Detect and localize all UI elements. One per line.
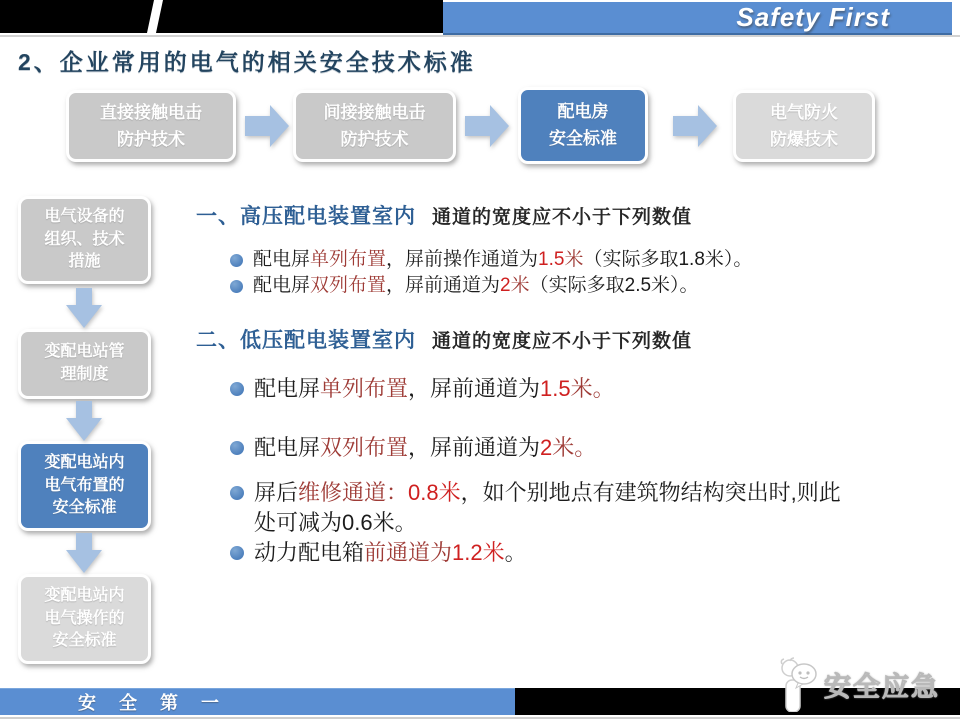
text-segment: 米	[510, 275, 530, 296]
right-arrow-icon	[673, 100, 717, 152]
bullet-line	[254, 538, 944, 568]
down-arrow-icon	[62, 533, 106, 573]
bullet-line	[254, 478, 944, 508]
brand-text: Safety First	[736, 2, 890, 32]
section-title: 一、高压配电装置室内	[196, 205, 416, 228]
text-segment: 米。	[552, 435, 597, 460]
bullet-line	[254, 508, 944, 538]
sidebar-box-line: 组织、技术	[44, 230, 125, 248]
bullet-dot-icon	[230, 382, 244, 396]
down-arrow-icon	[62, 401, 106, 441]
text-segment: 双列布置	[320, 435, 409, 460]
text-segment: ，屏前通道为	[408, 435, 541, 460]
right-arrow-icon	[245, 100, 289, 152]
flow-arrow-3	[673, 100, 717, 157]
footer-blue-bar	[0, 688, 515, 715]
bullet-line	[254, 374, 944, 404]
sidebar-box-2	[18, 329, 151, 399]
sidebar-box-line: 电气布置的	[44, 476, 125, 494]
top-flow-box-1	[66, 90, 236, 162]
flow-box-line: 防爆技术	[770, 129, 838, 149]
text-segment: 1.5	[538, 249, 565, 270]
text-segment: 0.8米	[408, 480, 461, 505]
sidebar-box-line: 理制度	[60, 366, 109, 383]
bullet-text	[254, 538, 944, 568]
watermark	[778, 656, 940, 712]
bullet-dot-icon	[230, 254, 243, 267]
bullet-text	[254, 374, 944, 404]
text-segment: 处可减为0.6米。	[254, 510, 417, 535]
flow-box-line: 配电房	[557, 102, 609, 122]
text-segment: 前通道为	[364, 540, 453, 565]
flow-arrow-1	[245, 100, 289, 157]
flow-box-line: 安全标准	[549, 129, 617, 148]
right-arrow-icon	[465, 100, 509, 152]
text-segment: 维修通道：	[298, 480, 409, 505]
text-segment: 单列布置	[310, 249, 387, 270]
bullet-dot-icon	[230, 441, 244, 455]
sidebar-arrow-3	[62, 533, 106, 578]
footer-slogan: 安 全 第 一	[78, 693, 229, 713]
text-segment: 配电屏	[253, 275, 311, 296]
sidebar-box-1	[18, 196, 151, 284]
main-content	[196, 200, 944, 568]
text-segment: 米	[564, 249, 584, 270]
flow-box-line: 间接接触电击	[323, 102, 426, 122]
header-divider	[0, 35, 960, 37]
flow-box-line: 防护技术	[117, 129, 185, 149]
footer-bottom-line	[0, 717, 960, 719]
text-segment: ，屏前通道为	[408, 376, 541, 401]
sidebar-box-line: 措施	[68, 253, 101, 271]
bullet-item	[230, 273, 944, 299]
sidebar-box-line: 安全标准	[52, 632, 117, 650]
sidebar-box-line: 电气操作的	[44, 609, 125, 627]
text-segment: 。	[504, 540, 527, 565]
bullet-item	[230, 478, 944, 538]
top-flow-box-4	[733, 90, 875, 162]
bullet-text	[254, 424, 944, 472]
bullet-line	[253, 247, 944, 273]
bullet-dot-icon	[230, 486, 244, 500]
bullet-item	[230, 538, 944, 568]
bullet-text	[253, 247, 944, 273]
text-segment: 单列布置	[320, 376, 409, 401]
bullet-dot-icon	[230, 546, 244, 560]
text-segment: 配电屏	[254, 435, 321, 460]
text-segment: 2	[500, 275, 511, 296]
sidebar-box-4	[18, 574, 151, 664]
sidebar-box-line: 变配电站内	[44, 586, 125, 604]
sidebar-box-3	[18, 441, 151, 531]
sidebar-box-line: 变配电站内	[44, 453, 125, 471]
text-segment: 动力配电箱	[254, 540, 365, 565]
text-segment: 1.5	[540, 376, 571, 401]
top-flow-box-2	[293, 90, 456, 162]
text-segment: 1.2米	[452, 540, 505, 565]
section-subtitle: 通道的宽度应不小于下列数值	[432, 207, 693, 228]
text-segment: 双列布置	[310, 275, 387, 296]
header-blue-bar	[443, 2, 952, 35]
section-subtitle: 通道的宽度应不小于下列数值	[432, 331, 693, 352]
text-segment: （实际多取2.5米）。	[529, 275, 699, 296]
account-mascot-icon	[778, 656, 818, 712]
text-segment: 配电屏	[254, 376, 321, 401]
bullet-text	[253, 273, 944, 299]
sidebar-arrow-2	[62, 401, 106, 446]
page-title: 2、企业常用的电气的相关安全技术标准	[18, 49, 476, 75]
sidebar-box-line: 变配电站管	[44, 343, 125, 361]
watermark-text: 安全应急	[824, 671, 940, 702]
bullet-item	[230, 424, 944, 472]
down-arrow-icon	[62, 288, 106, 328]
sidebar-box-line: 安全标准	[52, 499, 117, 517]
bullet-line	[254, 424, 944, 472]
section-heading	[196, 324, 944, 354]
text-segment: （实际多取1.8米）。	[583, 249, 753, 270]
flow-box-line: 直接接触电击	[100, 102, 202, 122]
flow-box-line: 电气防火	[770, 102, 838, 122]
bullet-text	[254, 478, 944, 538]
bullet-dot-icon	[230, 280, 243, 293]
bullet-item	[230, 247, 944, 273]
section-title: 二、低压配电装置室内	[196, 329, 416, 352]
text-segment: ，如个别地点有建筑物结构突出时,则此	[460, 480, 841, 505]
text-segment: ，屏前通道为	[386, 275, 501, 296]
text-segment: 配电屏	[253, 249, 311, 270]
bullet-line	[253, 273, 944, 299]
sidebar-box-line: 电气设备的	[44, 207, 125, 225]
section-1	[196, 200, 944, 299]
top-flow-box-3	[518, 87, 648, 164]
section-2	[196, 324, 944, 568]
bullet-item	[230, 374, 944, 404]
flow-arrow-2	[465, 100, 509, 157]
text-segment: 米。	[570, 376, 615, 401]
text-segment: 2	[540, 435, 553, 460]
header-black-bar	[0, 0, 443, 33]
text-segment: 屏后	[254, 480, 299, 505]
section-heading	[196, 200, 944, 230]
sidebar-arrow-1	[62, 288, 106, 333]
flow-box-line: 防护技术	[340, 129, 409, 149]
text-segment: ，屏前操作通道为	[386, 249, 539, 270]
